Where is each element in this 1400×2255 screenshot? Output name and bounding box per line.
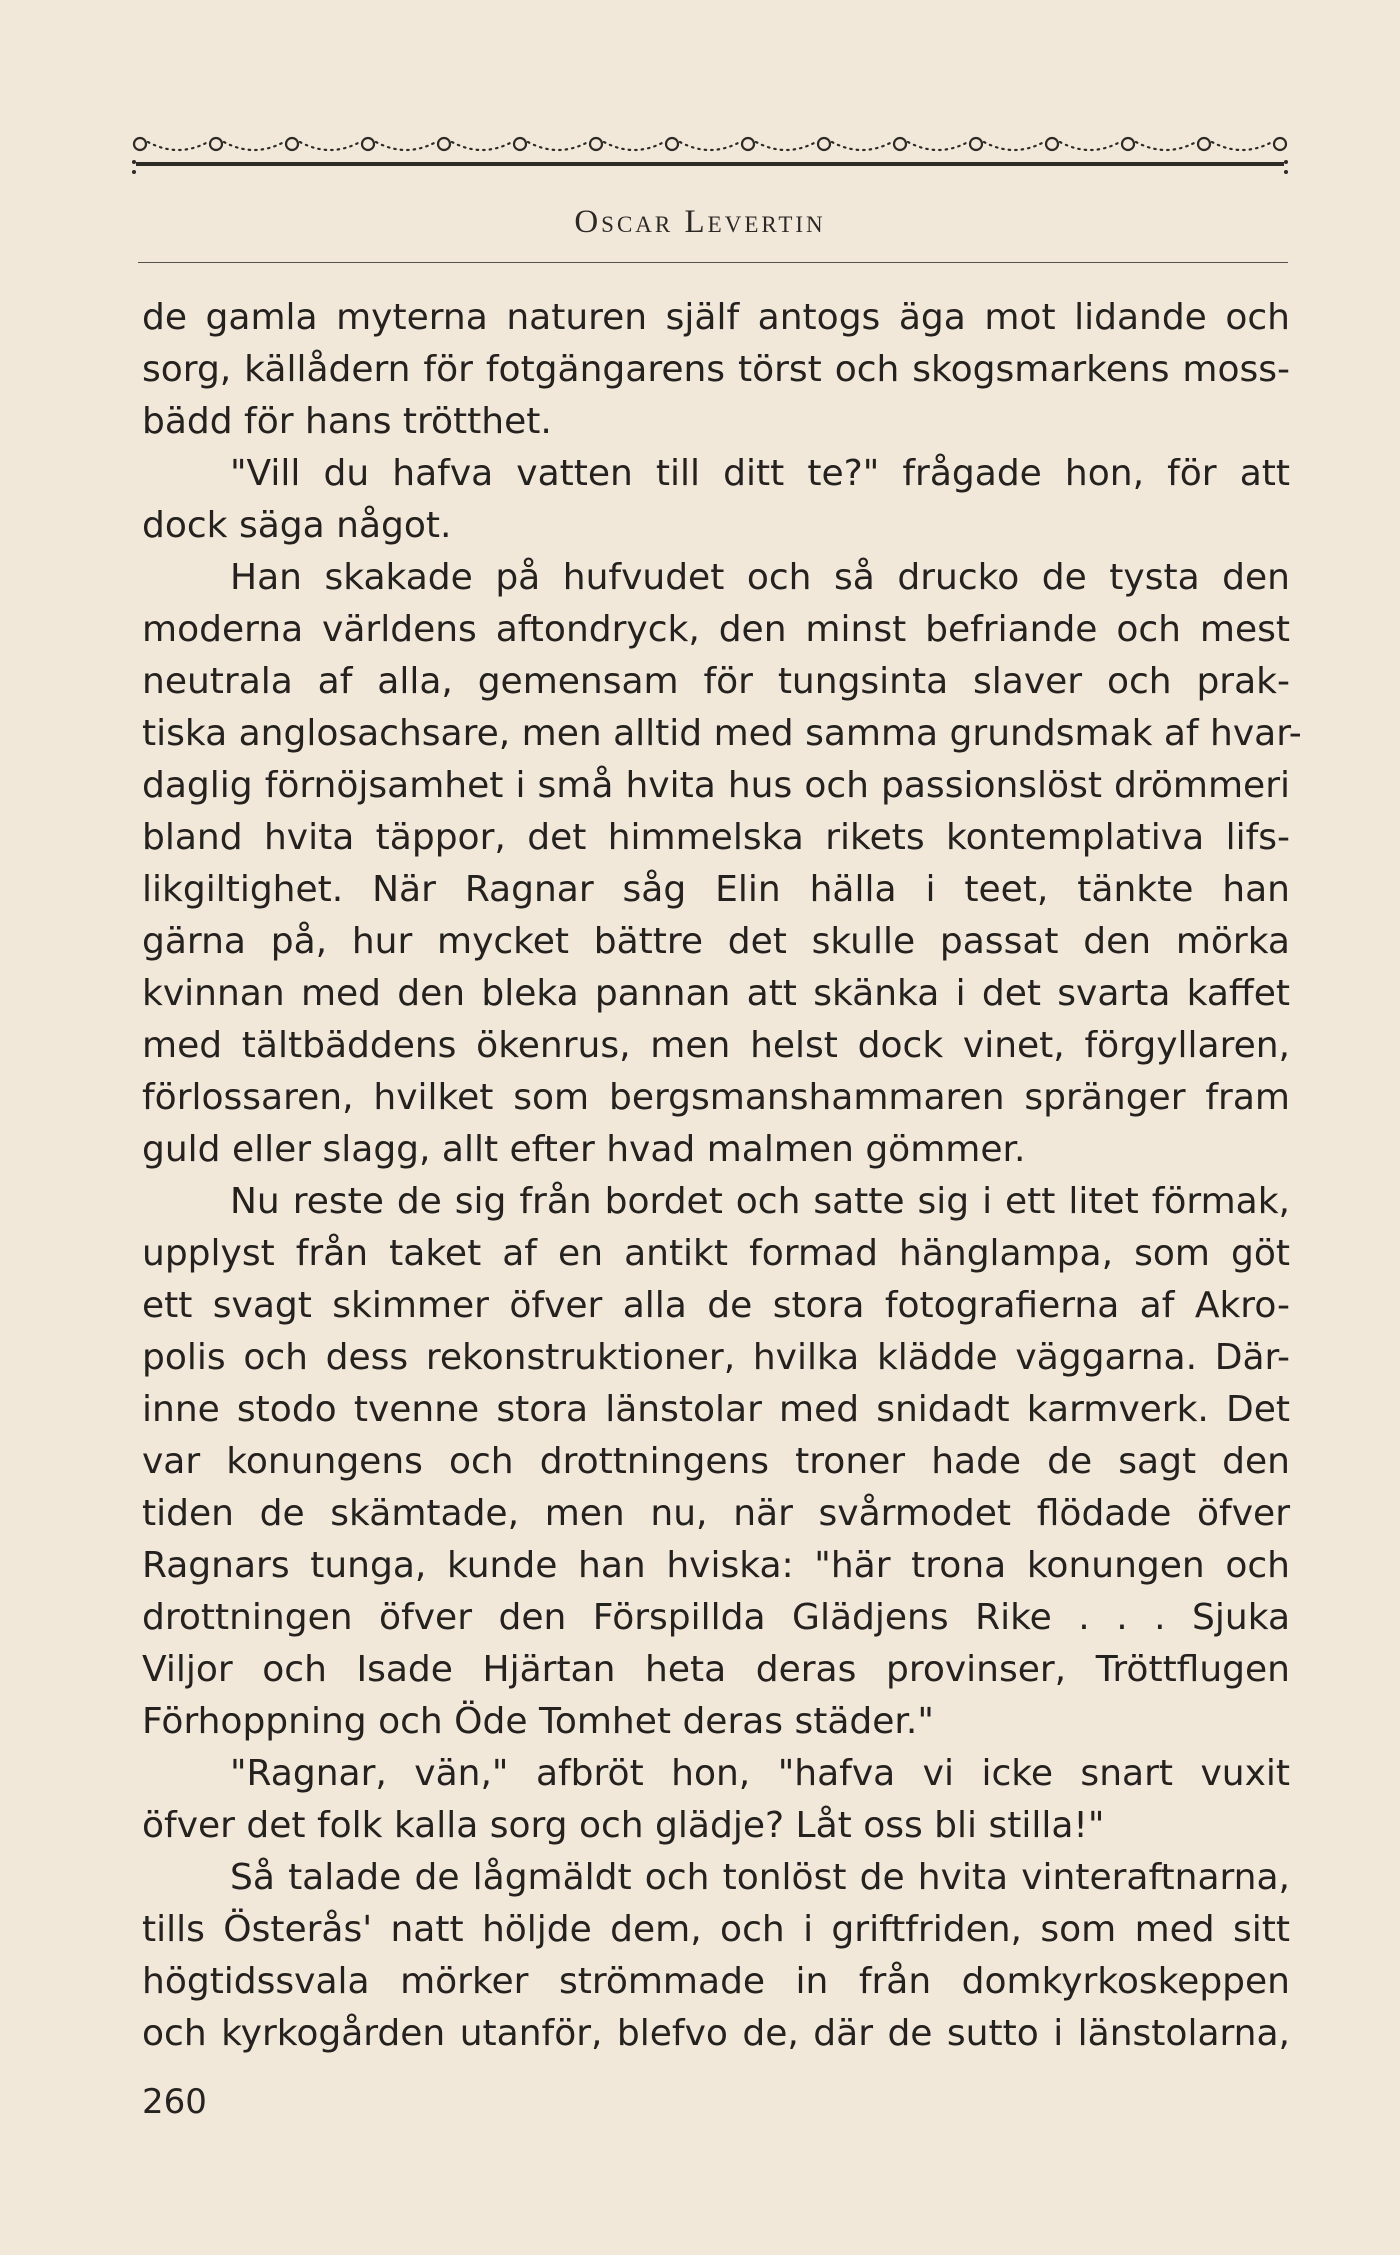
text-line: ett svagt skimmer öfver alla de stora fotografierna af Akro-	[142, 1285, 1290, 1326]
page-number: 260	[142, 2082, 207, 2122]
ornament-arc	[528, 142, 588, 150]
ornament-arc	[1136, 142, 1196, 150]
header-ornament	[130, 130, 1290, 190]
ornament-arc	[1212, 142, 1272, 150]
ornament-ring	[742, 138, 754, 150]
text-line: var konungens och drottningens troner hade de sagt den	[142, 1441, 1290, 1482]
header-rule	[138, 262, 1288, 263]
text-line: sorg, källådern för fotgängarens törst och skogsmarkens moss-	[142, 349, 1290, 390]
ornament-arc	[300, 142, 360, 150]
ornament-dot	[1284, 170, 1288, 174]
text-line: likgiltighet. När Ragnar såg Elin hälla i teet, tänkte han	[142, 869, 1290, 910]
ornament-ring	[590, 138, 602, 150]
ornament-arc	[148, 142, 208, 150]
ornament-arc	[680, 142, 740, 150]
text-line: Så talade de lågmäldt och tonlöst de hvita vinteraftnarna,	[230, 1857, 1290, 1898]
text-line: Han skakade på hufvudet och så drucko de tysta den	[230, 557, 1290, 598]
text-line: de gamla myterna naturen själf antogs äga mot lidande och	[142, 297, 1290, 338]
ornament-dot	[132, 160, 136, 164]
ornament-arc	[224, 142, 284, 150]
text-line: högtidssvala mörker strömmade in från domkyrkoskeppen	[142, 1961, 1290, 2002]
ornament-ring	[894, 138, 906, 150]
text-line: tiska anglosachsare, men alltid med samma grundsmak af hvar-	[142, 713, 1302, 754]
ornament-arc	[452, 142, 512, 150]
text-line: dock säga något.	[142, 505, 452, 546]
text-line: kvinnan med den bleka pannan att skänka i det svarta kaffet	[142, 973, 1290, 1014]
running-head: Oscar Levertin	[574, 204, 826, 240]
ornament-ring	[1198, 138, 1210, 150]
ornament-arc	[984, 142, 1044, 150]
text-line: daglig förnöjsamhet i små hvita hus och passionslöst drömmeri	[142, 765, 1290, 806]
ornament-ring	[818, 138, 830, 150]
text-line: guld eller slagg, allt efter hvad malmen gömmer.	[142, 1129, 1026, 1170]
text-line: öfver det folk kalla sorg och glädje? Låt oss bli stilla!"	[142, 1805, 1105, 1846]
ornament-ring	[1122, 138, 1134, 150]
text-line: bland hvita täppor, det himmelska rikets kontemplativa lifs-	[142, 817, 1290, 858]
text-line: Viljor och Isade Hjärtan heta deras provinser, Tröttflugen	[142, 1649, 1290, 1690]
ornament-ring	[666, 138, 678, 150]
text-line: drottningen öfver den Förspillda Glädjens Rike . . . Sjuka	[142, 1597, 1290, 1638]
ornament-ring	[134, 138, 146, 150]
text-line: Ragnars tunga, kunde han hviska: "här trona konungen och	[142, 1545, 1290, 1586]
text-line: neutrala af alla, gemensam för tungsinta slaver och prak-	[142, 661, 1290, 702]
body-text	[142, 292, 1302, 2060]
text-line: bädd för hans trötthet.	[142, 401, 552, 442]
ornament-ring	[210, 138, 222, 150]
text-line: "Vill du hafva vatten till ditt te?" frågade hon, för att	[230, 453, 1290, 494]
ornament-arc	[756, 142, 816, 150]
text-line: moderna världens aftondryck, den minst befriande och mest	[142, 609, 1290, 650]
ornament-ring	[970, 138, 982, 150]
ornament-arc	[604, 142, 664, 150]
text-line: tills Österås' natt höljde dem, och i griftfriden, som med sitt	[142, 1909, 1290, 1950]
text-line: med tältbäddens ökenrus, men helst dock vinet, förgyllaren,	[142, 1025, 1290, 1066]
text-line: och kyrkogården utanför, blefvo de, där de sutto i länstolarna,	[142, 2013, 1290, 2054]
text-line: Nu reste de sig från bordet och satte sig i ett litet förmak,	[230, 1181, 1290, 1222]
ornament-dot	[1284, 160, 1288, 164]
ornament-ring	[1274, 138, 1286, 150]
text-line: "Ragnar, vän," afbröt hon, "hafva vi icke snart vuxit	[230, 1753, 1290, 1794]
text-line: tiden de skämtade, men nu, när svårmodet flödade öfver	[142, 1493, 1290, 1534]
text-line: Förhoppning och Öde Tomhet deras städer."	[142, 1701, 934, 1742]
text-line: upplyst från taket af en antikt formad hänglampa, som göt	[142, 1233, 1290, 1274]
ornament-ring	[438, 138, 450, 150]
text-line: förlossaren, hvilket som bergsmanshammaren spränger fram	[142, 1077, 1290, 1118]
ornament-arc	[832, 142, 892, 150]
ornament-dot	[132, 170, 136, 174]
text-line: polis och dess rekonstruktioner, hvilka klädde väggarna. Där-	[142, 1337, 1290, 1378]
ornament-arc	[908, 142, 968, 150]
ornament-ring	[1046, 138, 1058, 150]
ornament-ring	[362, 138, 374, 150]
text-line: gärna på, hur mycket bättre det skulle passat den mörka	[142, 921, 1290, 962]
ornament-ring	[514, 138, 526, 150]
ornament-ring	[286, 138, 298, 150]
ornament-arc	[376, 142, 436, 150]
ornament-arc	[1060, 142, 1120, 150]
text-line: inne stodo tvenne stora länstolar med snidadt karmverk. Det	[142, 1389, 1290, 1430]
ornament-rule	[136, 162, 1284, 166]
